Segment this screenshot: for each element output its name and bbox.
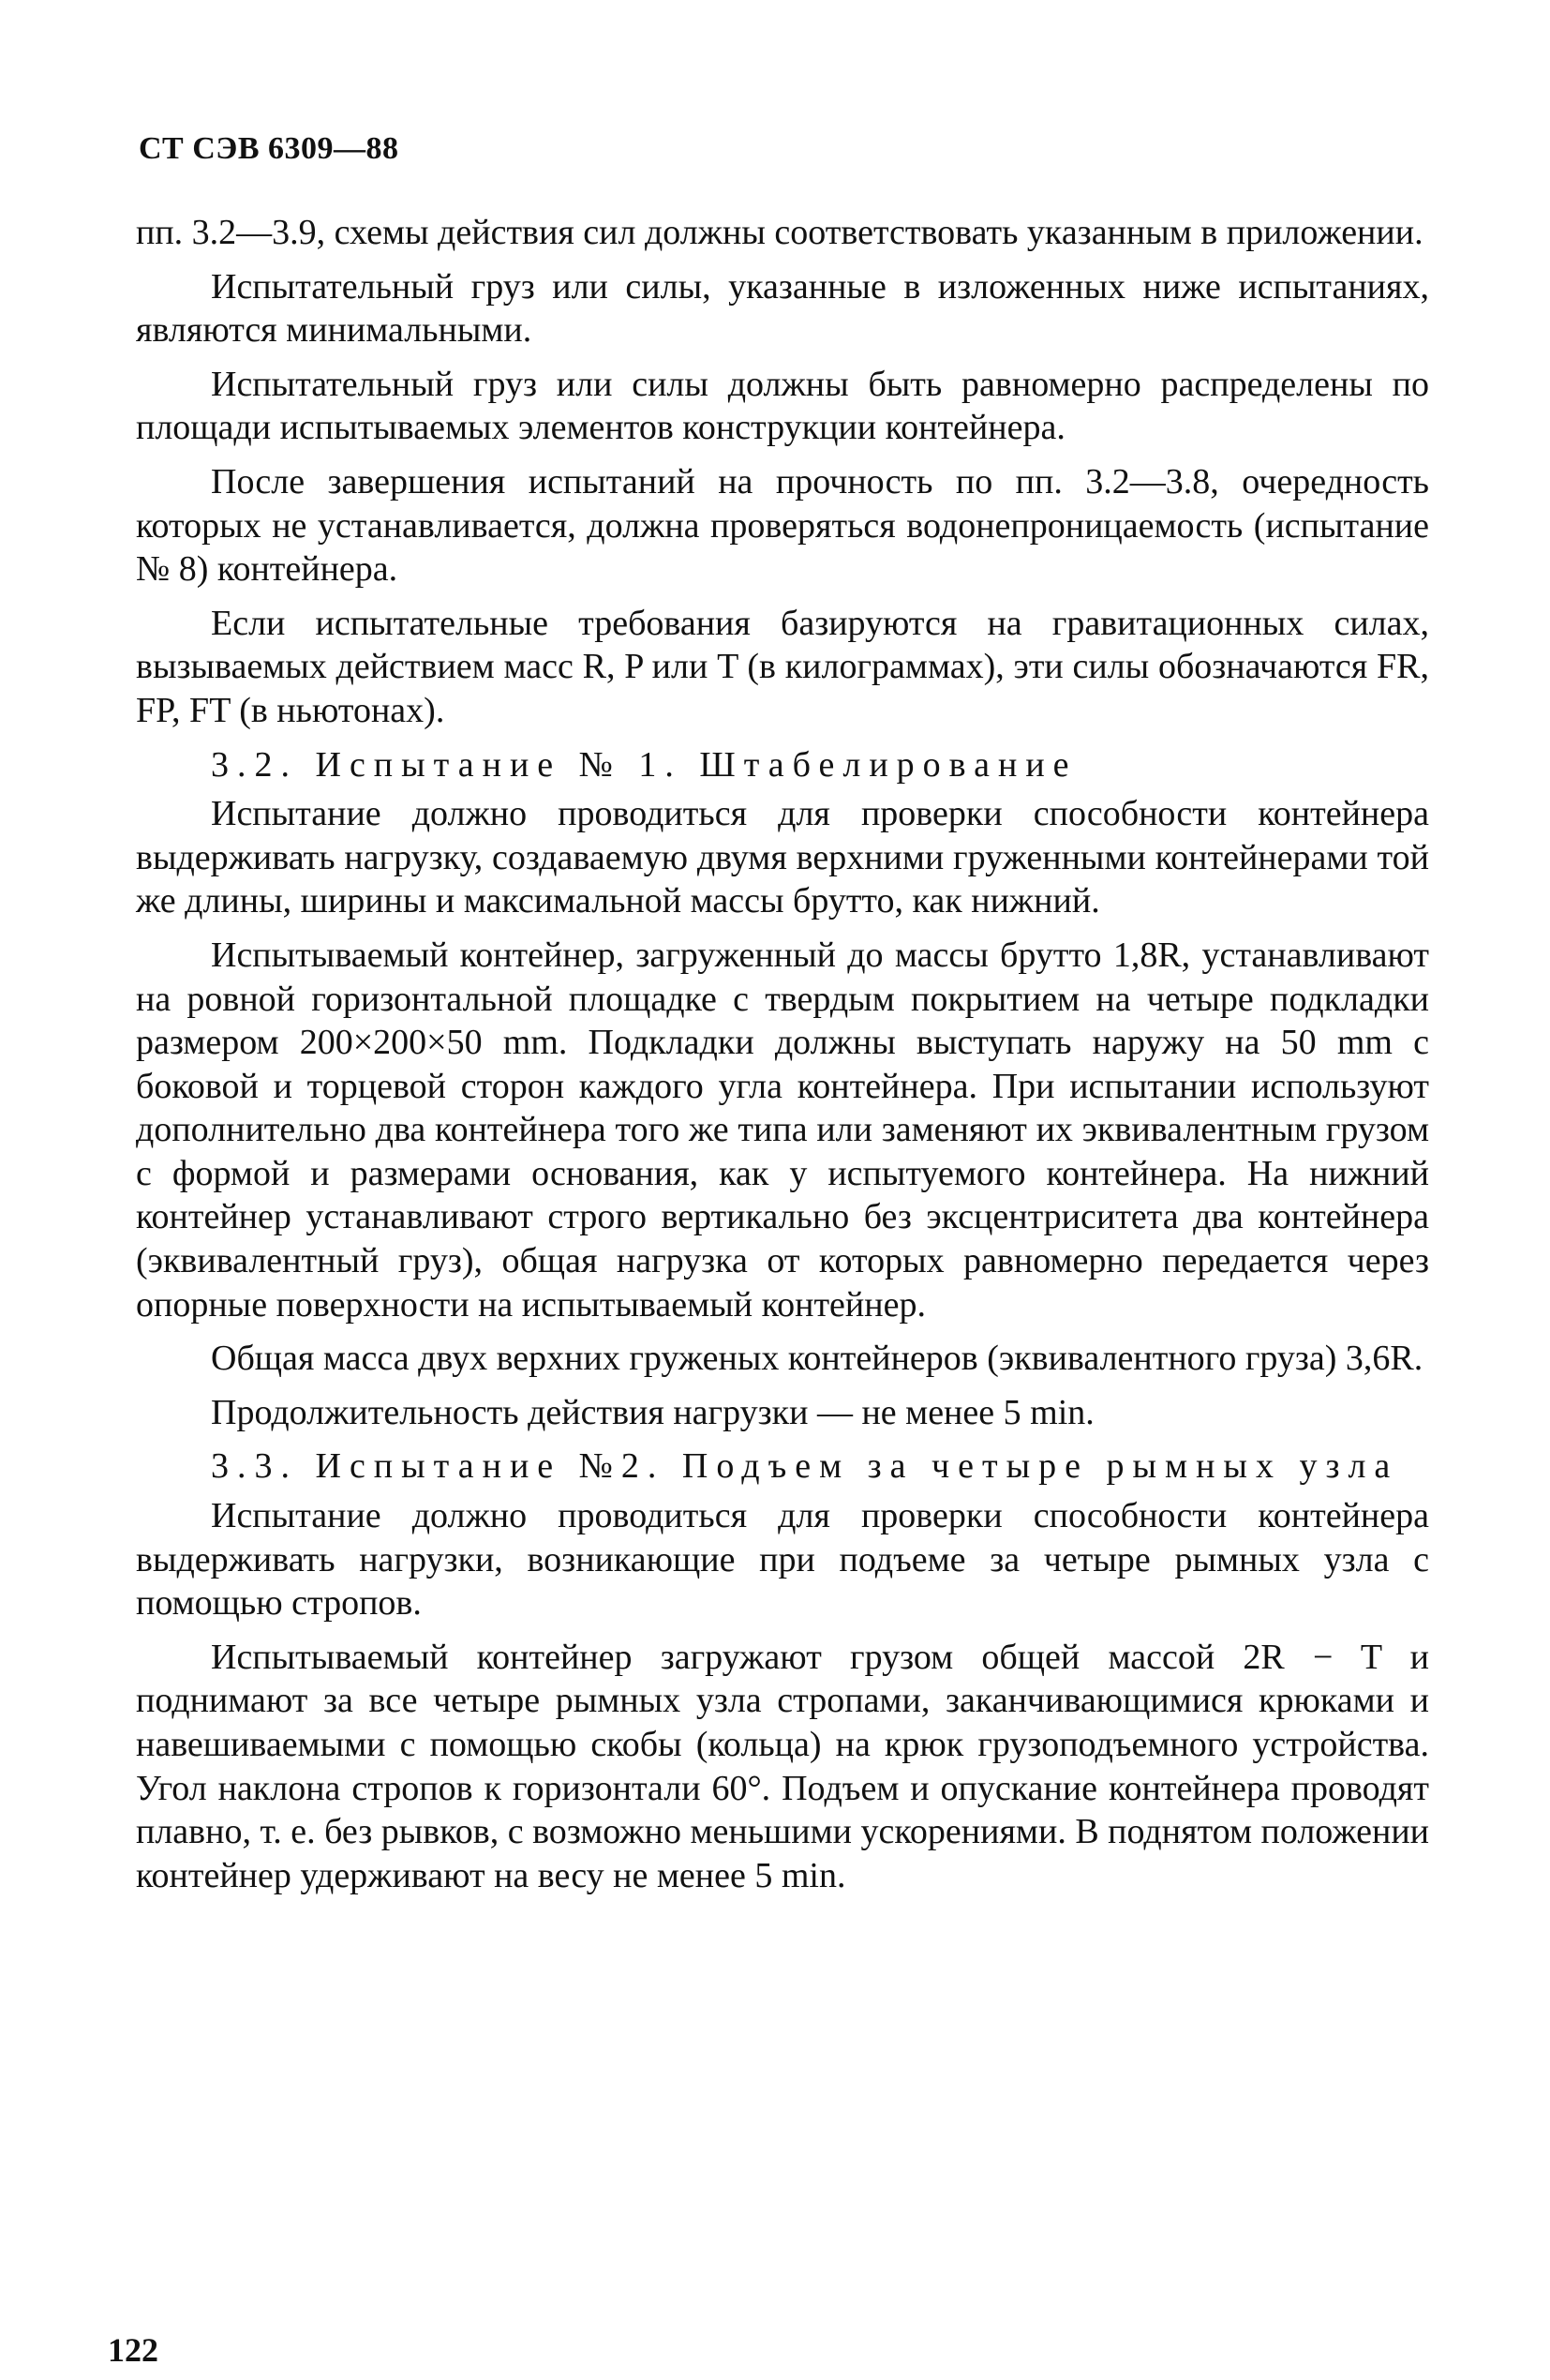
standard-header: СТ СЭВ 6309—88 (139, 131, 399, 166)
document-body (136, 211, 1429, 1908)
paragraph-2: Испытательный груз или силы, указанные в изложенных ниже испытаниях, являются минимальными. (136, 266, 1429, 351)
section-3-2-heading: 3.2. Испытание № 1. Штабелирование (211, 744, 1078, 785)
paragraph-7: Испытываемый контейнер, загруженный до массы брутто 1,8R, устанавливают на ровной горизонтальной площадке с твердым покрытием на четыре подкладки размером 200×200×50 mm. Подкладки должны выступать наружу на 50 mm с боковой и торцевой сторон каждого угла контейнера. При испытании используют дополнительно два контейнера того же типа или заменяют их эквивалентным грузом с формой и размерами основания, как у испытуемого контейнера. На нижний контейнер устанавливают строго вертикально без эксцентриситета два контейнера (эквивалентный груз), общая нагрузка от которых равномерно передается через опорные поверхности на испытываемый контейнер. (136, 935, 1429, 1325)
section-3-3-heading: 3.3. Испытание №2. Подъем за четыре рымных узла (211, 1446, 1399, 1487)
paragraph-6: Испытание должно проводиться для проверки способности контейнера выдерживать нагрузку, создаваемую двумя верхними груженными контейнерами той же длины, ширины и максимальной массы брутто, как нижний. (136, 794, 1429, 921)
paragraph-8: Общая масса двух верхних груженых контейнеров (эквивалентного груза) 3,6R. (211, 1339, 1423, 1379)
paragraph-10: Испытание должно проводиться для проверки способности контейнера выдерживать нагрузки, возникающие при подъеме за четыре рымных узла с помощью стропов. (136, 1496, 1429, 1624)
paragraph-9: Продолжительность действия нагрузки — не менее 5 min. (211, 1392, 1095, 1432)
paragraph-4: После завершения испытаний на прочность по пп. 3.2—3.8, очередность которых не устанавливается, должна проверяться водонепроницаемость (испытание № 8) контейнера. (136, 461, 1429, 590)
page-number: 122 (108, 2331, 158, 2369)
paragraph-5: Если испытательные требования базируются на гравитационных силах, вызываемых действием масс R, P или T (в килограммах), эти силы обозначаются FR, FP, FT (в ньютонах). (136, 603, 1429, 730)
paragraph-11: Испытываемый контейнер загружают грузом общей массой 2R − T и поднимают за все четыре рымных узла стропами, заканчивающимися крюками и навешиваемыми с помощью скобы (кольца) на крюк грузоподъемного устройства. Угол наклона стропов к горизонтали 60°. Подъем и опускание контейнера проводят плавно, т. е. без рывков, с возможно меньшими ускорениями. В поднятом положении контейнер удерживают на весу не менее 5 min. (136, 1637, 1429, 1895)
paragraph-1: пп. 3.2—3.9, схемы действия сил должны соответствовать указанным в приложении. (136, 213, 1423, 252)
paragraph-3: Испытательный груз или силы должны быть равномерно распределены по площади испытываемых элементов конструкции контейнера. (136, 364, 1429, 448)
